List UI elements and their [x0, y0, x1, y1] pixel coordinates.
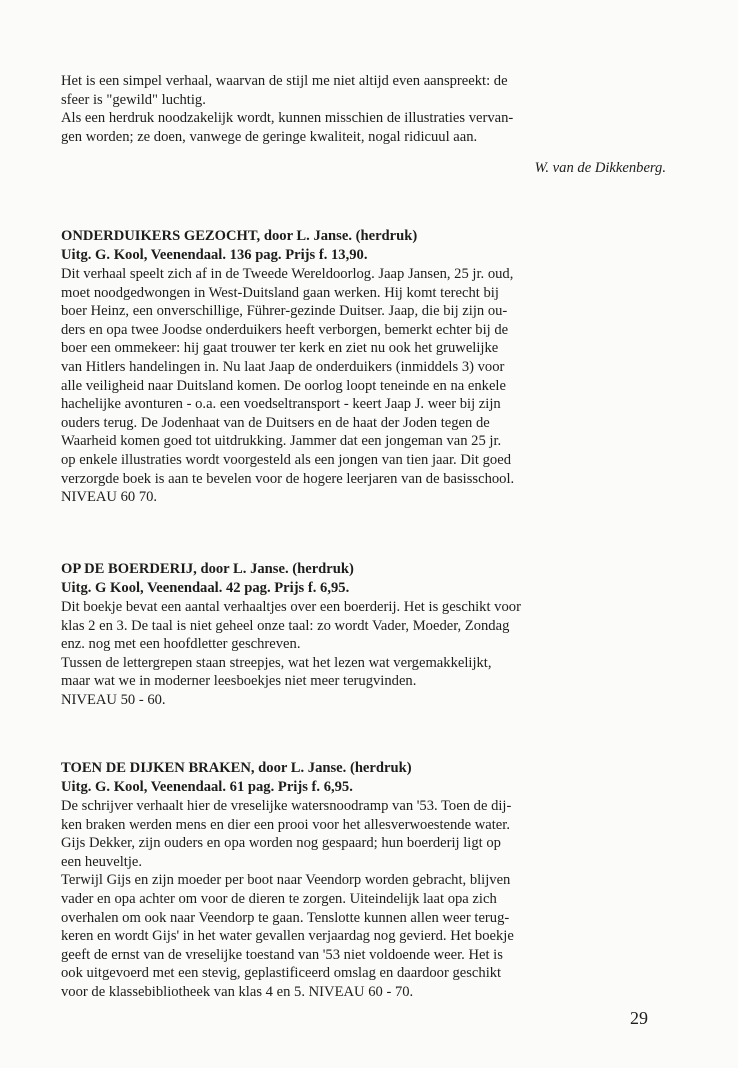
review-line: klas 2 en 3. De taal is niet geheel onze taal: zo wordt Vader, Moeder, Zondag: [61, 617, 510, 634]
review-publisher: Uitg. G. Kool, Veenendaal. 61 pag. Prijs f. 6,95.: [61, 779, 353, 795]
review-line: Waarheid komen goed tot uitdrukking. Jammer dat een jongeman van 25 jr.: [61, 433, 502, 450]
intro-line: Als een herdruk noodzakelijk wordt, kunnen misschien de illustraties vervan-: [61, 110, 514, 127]
review-line: overhalen om ook naar Veendorp te gaan. Tenslotte kunnen allen weer terug-: [61, 909, 510, 926]
review-title: OP DE BOERDERIJ, door L. Janse. (herdruk): [61, 561, 354, 577]
review-line: moet noodgedwongen in West-Duitsland gaan werken. Hij komt terecht bij: [61, 284, 499, 301]
review-line: geeft de ernst van de vreselijke toestand van '53 niet voldoende weer. Het is: [61, 946, 503, 963]
review-line: De schrijver verhaalt hier de vreselijke watersnoodramp van '53. Toen de dij-: [61, 798, 512, 814]
review-line: ouders terug. De Jodenhaat van de Duitsers en de haat der Joden tegen de: [61, 414, 490, 431]
review-line: ook uitgevoerd met een stevig, geplastificeerd omslag en daardoor geschikt: [61, 965, 502, 982]
review-line: op enkele illustraties wordt voorgesteld als een jongen van tien jaar. Dit goed: [61, 451, 511, 468]
page-content: [61, 72, 671, 1000]
review-line: alle veiligheid naar Duitsland komen. De oorlog loopt teneinde en na enkele: [61, 377, 506, 394]
review-line: ken braken werden mens en dier een prooi voor het allesverwoestende water.: [61, 816, 510, 833]
review-title: TOEN DE DIJKEN BRAKEN, door L. Janse. (herdruk): [61, 760, 412, 776]
reviewer-signature: W. van de Dikkenberg.: [534, 160, 666, 177]
review-title: ONDERDUIKERS GEZOCHT, door L. Janse. (herdruk): [61, 228, 418, 244]
review-line: vader en opa achter om voor de dieren te zorgen. Uiteindelijk laat opa zich: [61, 890, 497, 907]
review-line: enz. nog met een hoofdletter geschreven.: [61, 636, 301, 653]
review-line: keren en wordt Gijs' in het water gevallen verjaardag nog gevierd. Het boekje: [61, 928, 514, 945]
review-line: Dit boekje bevat een aantal verhaaltjes over een boerderij. Het is geschikt voor: [61, 599, 521, 615]
review-line: maar wat we in moderner leesboekjes niet meer terugvinden.: [61, 673, 417, 690]
intro-line: sfeer is "gewild" luchtig.: [61, 91, 206, 108]
review-publisher: Uitg. G Kool, Veenendaal. 42 pag. Prijs f. 6,95.: [61, 580, 350, 596]
review-publisher: Uitg. G. Kool, Veenendaal. 136 pag. Prijs f. 13,90.: [61, 247, 368, 263]
page-number: 29: [630, 1008, 648, 1028]
review-line: verzorgde boek is aan te bevelen voor de hogere leerjaren van de basisschool.: [61, 470, 515, 487]
review-toen-de-dijken-braken: [61, 759, 671, 1002]
review-line: Dit verhaal speelt zich af in de Tweede Wereldoorlog. Jaap Jansen, 25 jr. oud,: [61, 266, 514, 282]
intro-line: Het is een simpel verhaal, waarvan de stijl me niet altijd even aanspreekt: de: [61, 73, 508, 89]
review-line: Gijs Dekker, zijn ouders en opa worden nog gespaard; hun boerderij ligt op: [61, 835, 501, 852]
review-line: van Hitlers handelingen in. Nu laat Jaap de onderduikers (inmiddels 3) voor: [61, 358, 505, 375]
review-line: boer een ommekeer: hij gaat trouwer ter kerk en ziet nu ook het gruwelijke: [61, 340, 499, 357]
review-line: voor de klassebibliotheek van klas 4 en 5. NIVEAU 60 - 70.: [61, 983, 414, 1000]
review-line: ders en opa twee Joodse onderduikers heeft verborgen, bemerkt echter bij de: [61, 321, 509, 338]
review-level: NIVEAU 60 70.: [61, 489, 158, 506]
review-onderduikers-gezocht: [61, 227, 671, 507]
review-line: Tussen de lettergrepen staan streepjes, wat het lezen wat vergemakkelijkt,: [61, 654, 492, 671]
review-op-de-boerderij: [61, 560, 671, 710]
intro-line: gen worden; ze doen, vanwege de geringe kwaliteit, nogal ridicuul aan.: [61, 128, 478, 145]
review-line: hachelijke avonturen - o.a. een voedseltransport - keert Jaap J. weer bij zijn: [61, 396, 501, 413]
review-line: een heuveltje.: [61, 853, 143, 870]
review-line: boer Heinz, een onverschillige, Führer-gezinde Duitser. Jaap, die bij zijn ou-: [61, 303, 508, 320]
review-line: Terwijl Gijs en zijn moeder per boot naar Veendorp worden gebracht, blijven: [61, 872, 511, 889]
intro-block: [61, 72, 671, 177]
review-level: NIVEAU 50 - 60.: [61, 691, 166, 708]
